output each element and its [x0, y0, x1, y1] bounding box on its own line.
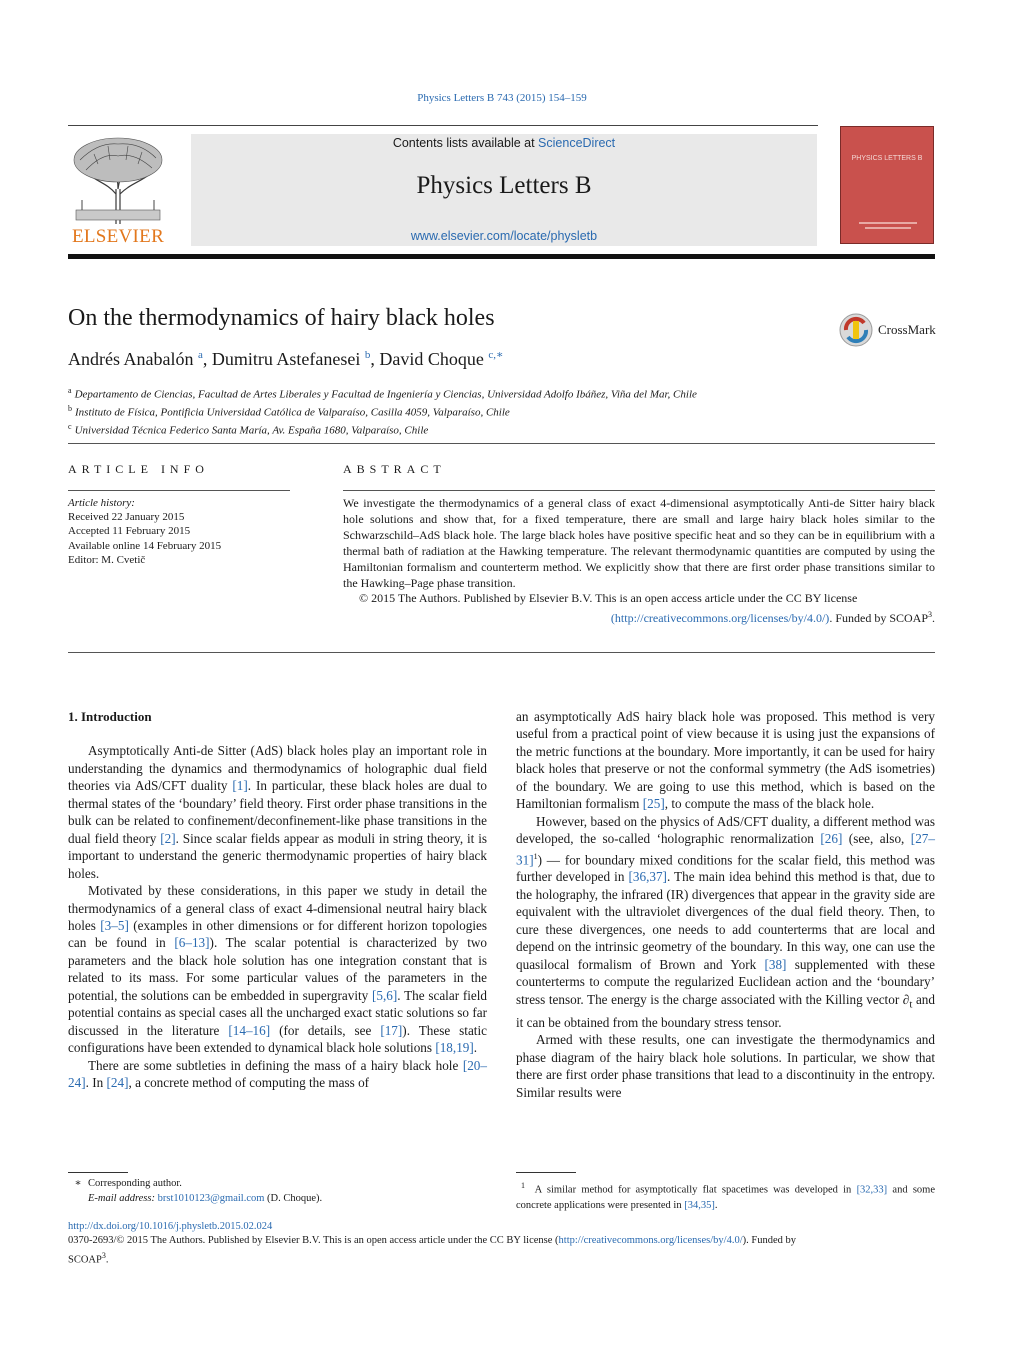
text-run: . In [85, 1075, 107, 1091]
issn-line [68, 1234, 935, 1248]
journal-title[interactable]: Physics Letters B [416, 172, 592, 199]
scoap-sup: 3 [101, 1250, 106, 1260]
history-line: Editor: M. Cvetič [68, 553, 146, 566]
citation-link[interactable]: [5,6] [372, 987, 398, 1003]
citation-link[interactable]: [14–16] [228, 1022, 271, 1038]
text-run: . Since scalar fields appear as moduli in string theory, it is important to understand the generic thermodynamic properties of hairy black holes. [68, 830, 488, 881]
author-affiliation-mark[interactable]: b [364, 349, 371, 361]
citation-link[interactable]: [25] [642, 796, 665, 812]
body-column-left [68, 708, 487, 1092]
cover-decor-line [865, 227, 911, 229]
journal-masthead [191, 134, 817, 246]
sciencedirect-link[interactable]: ScienceDirect [538, 136, 616, 150]
email-tail: (D. Choque). [264, 1193, 323, 1204]
crossmark-label: CrossMark [878, 322, 936, 337]
issn-license-link[interactable]: http://creativecommons.org/licenses/by/4.0/ [558, 1235, 743, 1247]
masthead-top-rule [68, 125, 818, 126]
scoap-text: SCOAP [68, 1254, 102, 1266]
text-run: Armed with these results, one can investigate the thermodynamics and phase diagram of the hairy black hole solutions. In particular, we show that there are first order phase transitions that lead to a discontinuity in the entropy. Similar results were [516, 1032, 935, 1100]
author-name[interactable]: Andrés Anabalón [68, 349, 194, 369]
history-line: Available online 14 February 2015 [68, 539, 222, 552]
subscript: t [909, 998, 913, 1011]
paragraph [516, 708, 935, 813]
affiliation-text: Departamento de Ciencias, Facultad de Artes Liberales y Facultad de Ingeniería y Ciencias, Universidad Adolfo Ibáñez, Viña del Mar, Chile [74, 388, 697, 401]
corresponding-mark: ∗ [74, 1178, 82, 1189]
text-run: . [473, 1040, 478, 1056]
license-link[interactable]: (http://creativecommons.org/licenses/by/4.0/) [610, 611, 830, 626]
affiliation-list [68, 384, 697, 438]
license-line: © 2015 The Authors. Published by Elsevier B.V. This is an open access article under the CC BY license [359, 591, 858, 606]
cover-title: PHYSICS LETTERS B [851, 155, 923, 162]
citation-link[interactable]: [24] [106, 1075, 129, 1091]
article-info-heading: ARTICLE INFO [68, 462, 209, 476]
author-name[interactable]: Dumitru Astefanesei [211, 349, 361, 369]
text-run: (for details, see [270, 1022, 381, 1038]
footnote-1 [516, 1178, 935, 1213]
affiliation-item [68, 384, 697, 402]
article-history [68, 496, 221, 567]
doi-link[interactable]: http://dx.doi.org/10.1016/j.physletb.2015.02.024 [68, 1221, 273, 1232]
text-run: . [714, 1199, 718, 1211]
author-list: Andrés Anabalón $^a$, Dumitru Astefanesei $^b$, David Choque $^{c,∗}$ [68, 349, 504, 369]
issn-tail: ). Funded by [742, 1235, 797, 1247]
citation-link[interactable]: [1] [232, 778, 248, 794]
citation-link[interactable]: [3–5] [100, 917, 129, 933]
citation-link[interactable]: [36,37] [628, 869, 667, 885]
citation-link[interactable]: [34,35] [684, 1199, 715, 1211]
citation-link[interactable]: [17] [380, 1022, 403, 1038]
crossmark-icon [838, 312, 874, 348]
elsevier-wordmark: ELSEVIER [71, 226, 165, 247]
journal-cover[interactable] [840, 126, 934, 244]
history-label: Article history: [68, 497, 135, 509]
text-run: an asymptotically AdS hairy black hole was proposed. This method is very useful from a practical point of view because it is using just the expansions of the metric functions at the boundary. More importantly, it can be used for hairy black holes that preserve or not the conformal symmetry (the AdS isometries) of the boundary. We are going to use this method, which is based on the Hamiltonian formalism [516, 709, 935, 812]
text-run: (see, also, [842, 831, 911, 847]
corresponding-line [68, 1176, 487, 1191]
issn-text: 0370-2693/© 2015 The Authors. Published by Elsevier B.V. This is an open access article under the CC BY license ( [68, 1235, 559, 1247]
text-run: supplemented with these counterterms to compute the regularized Euclidean action and the ‘boundary’ stress tensor. The energy is the charge associated with the Killing vector ∂ [516, 956, 936, 1007]
journal-url-link[interactable]: www.elsevier.com/locate/physletb [410, 229, 598, 243]
text-run: , to compute the mass of the black hole. [664, 796, 875, 812]
section-divider [68, 443, 935, 444]
affiliation-text: Instituto de Física, Pontificia Universidad Católica de Valparaíso, Casilla 4059, Valparaíso, Chile [75, 406, 510, 419]
license-end: . [932, 611, 935, 626]
doi-and-license [68, 1220, 935, 1267]
paragraph [68, 882, 487, 1057]
text-run: There are some subtleties in defining the mass of a hairy black hole [88, 1057, 463, 1073]
citation-link[interactable]: [18,19] [435, 1040, 474, 1056]
abstract-rule [343, 490, 935, 491]
text-run: Asymptotically Anti-de Sitter (AdS) black holes play an important role in understanding the dynamics and thermodynamics of holographic dual field theories via AdS/CFT duality [68, 743, 487, 794]
citation-link[interactable]: [32,33] [856, 1184, 888, 1196]
abstract-body [343, 496, 935, 627]
abstract-heading: ABSTRACT [343, 462, 446, 476]
email-line [68, 1191, 487, 1206]
license-line-2 [343, 607, 935, 627]
paragraph [68, 742, 487, 882]
text-run: However, based on the physics of AdS/CFT duality, a different method was developed, the so-called ‘holographic renormalization [516, 813, 935, 847]
contents-prefix: Contents lists available at [392, 136, 539, 150]
text-run: ) — for boundary mixed conditions for the scalar field, this method was further developed in [516, 852, 935, 885]
author-affiliation-mark[interactable]: a [197, 349, 203, 361]
paragraph [516, 813, 935, 1031]
license-tail: . Funded by SCOAP [829, 611, 928, 626]
journal-citation[interactable]: Physics Letters B 743 (2015) 154–159 [417, 92, 587, 104]
contents-available-line [191, 136, 817, 150]
citation-link[interactable]: [2] [160, 830, 176, 846]
email-label: E-mail address: [88, 1193, 158, 1204]
text-run: . The main idea behind this method is that, due to the holography, the infrared (IR) divergences that appear in the gravity side are equivalent with the ultraviolet divergences of the dual field theory. Then, to cure these divergences, one needs to add counterterms that are local and depend on the intrinsic geometry of the boundary. In this way, one can use the quasilocal formalism of Brown and York [516, 869, 935, 972]
masthead-thick-rule [68, 254, 935, 259]
corresponding-author-note [68, 1176, 487, 1206]
footnote-ref[interactable]: 1 [533, 851, 538, 861]
text-run: and some concrete applications were presented in [516, 1184, 936, 1211]
text-run: ). The scalar potential is characterized by two parameters and the black hole solution has one integration constant that is related to its mass. For some particular values of the parameters in the potential, the solutions can be embedded in supergravity [68, 935, 487, 1003]
cover-decor-line [859, 222, 917, 224]
paragraph [68, 1057, 487, 1092]
citation-link[interactable]: [20–24] [68, 1057, 487, 1091]
footnote-text [516, 1185, 935, 1211]
text-run: . In particular, these black holes are dual to thermal states of the ‘boundary’ field theory. First order phase transitions in the bulk can be related to confinement/deconfinement-like phase transitions in the dual field theory [68, 778, 487, 846]
affiliation-item [68, 402, 697, 420]
text-run: and it can be obtained from the boundary stress tensor. [516, 991, 935, 1030]
text-run: A similar method for asymptotically flat spacetimes was developed in [534, 1184, 857, 1196]
scoap-end: . [105, 1254, 109, 1266]
article-info-rule [68, 490, 290, 491]
elsevier-tree-logo[interactable] [68, 134, 168, 246]
affiliation-mark: b [68, 404, 72, 414]
scoap-line [68, 1249, 935, 1268]
author-affiliation-mark[interactable]: c,∗ [488, 349, 504, 361]
crossmark-badge[interactable] [838, 312, 938, 348]
email-link[interactable]: brst1010123@gmail.com [157, 1193, 265, 1204]
section-divider [68, 652, 935, 653]
affiliation-item [68, 420, 697, 438]
text-run: ). These static configurations have been extended to dynamical black hole solutions [68, 1022, 487, 1056]
footnote-rule [516, 1172, 576, 1173]
section-heading-introduction: 1. Introduction [68, 709, 152, 724]
text-run: . The scalar field potential contains as special cases all the uncharged exact static solutions so far discussed in the literature [68, 987, 488, 1038]
history-line: Received 22 January 2015 [68, 511, 185, 524]
affiliation-mark: c [68, 422, 72, 432]
scoap-sup: 3 [928, 610, 932, 620]
elsevier-tree-icon [68, 134, 168, 226]
citation-link[interactable]: [38] [764, 956, 787, 972]
text-run: (examples in other dimensions or for different horizon topologies can be found in [68, 917, 488, 951]
affiliation-text: Universidad Técnica Federico Santa María, Av. España 1680, Valparaíso, Chile [74, 424, 429, 437]
footnote-rule [68, 1172, 128, 1173]
article-title: On the thermodynamics of hairy black holes [68, 305, 495, 331]
text-run: , a concrete method of computing the mass of [128, 1075, 370, 1091]
abstract-text: We investigate the thermodynamics of a general class of exact 4-dimensional asymptotically Anti-de Sitter hairy black hole solutions and show that, for a fixed temperature, there are small and large hairy black holes similar to the Schwarzschild–AdS black hole. The large black holes have positive specific heat and so they can be in equilibrium with a thermal bath of radiation at the Hawking temperature. The relevant thermodynamic quantities are computed by using the Hamiltonian formalism and counterterm method. We explicitly show that there are first order phase transitions similar to the Hawking–Page phase transition. [343, 496, 935, 590]
citation-link[interactable]: [26] [820, 831, 843, 847]
corresponding-text: Corresponding author. [88, 1178, 182, 1189]
citation-link[interactable]: [6–13] [174, 935, 210, 951]
text-run: Motivated by these considerations, in this paper we study in detail the thermodynamics of a general class of exact 4-dimensional neutral hairy black holes [68, 883, 487, 933]
footnote-mark: 1 [521, 1181, 525, 1190]
author-name[interactable]: David Choque [379, 349, 484, 369]
history-line: Accepted 11 February 2015 [68, 525, 191, 538]
citation-link[interactable]: [27–31] [516, 831, 935, 868]
body-column-right [516, 708, 935, 1101]
affiliation-mark: a [68, 386, 72, 395]
paragraph [516, 1031, 935, 1101]
